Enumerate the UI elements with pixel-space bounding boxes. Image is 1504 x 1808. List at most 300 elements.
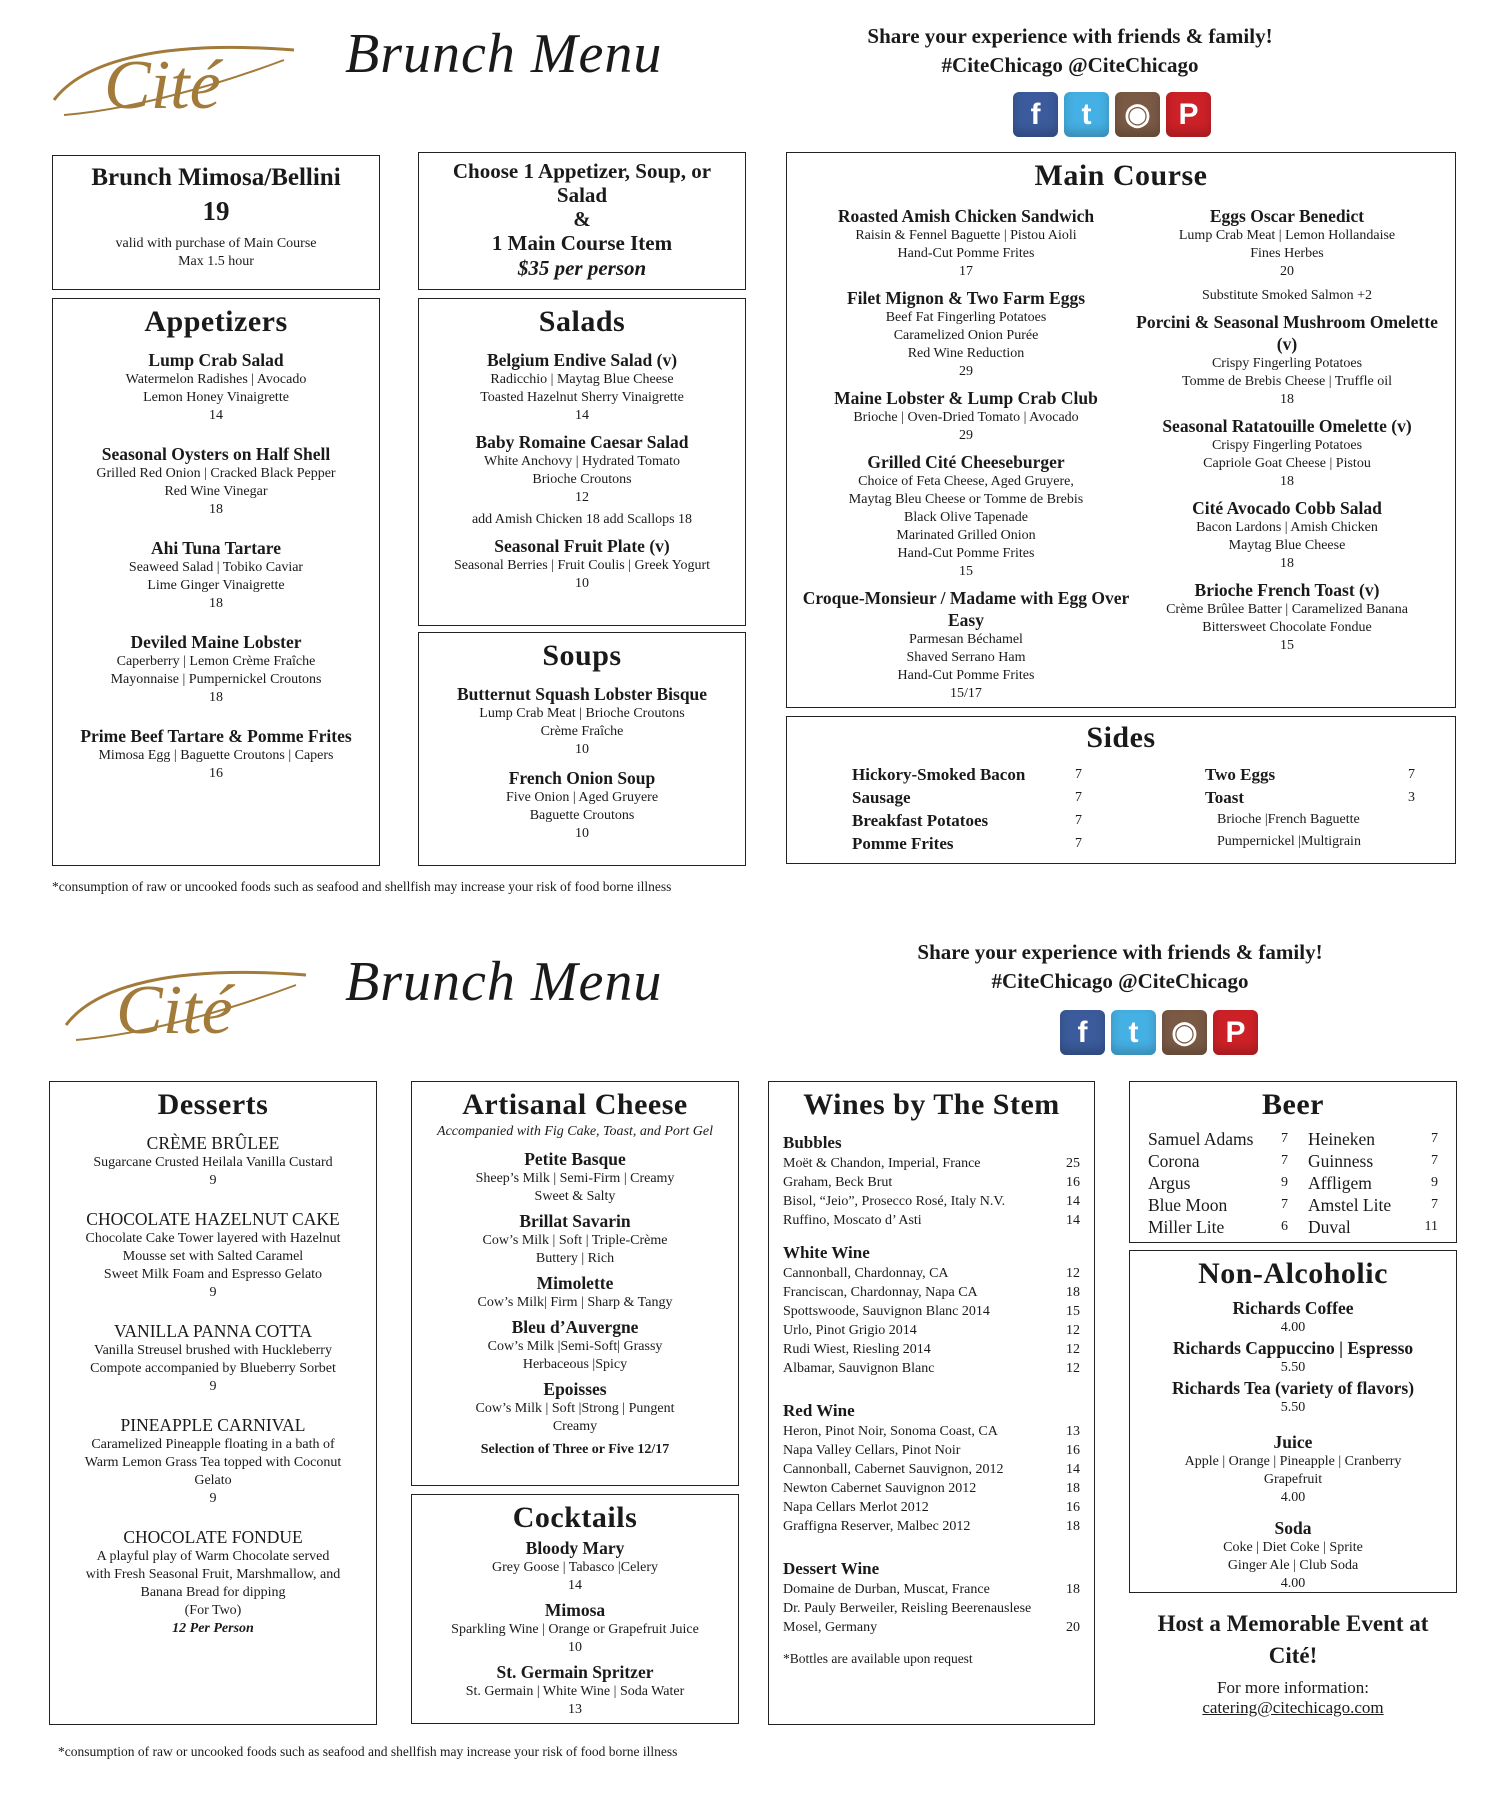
beer-item — [1148, 1128, 1288, 1150]
beer-name: Argus — [1148, 1173, 1191, 1193]
cheese-desc: Cow’s Milk | Soft |Strong | Pungent — [475, 1401, 675, 1416]
prix-price: $35 per person — [517, 256, 647, 280]
dessert-price: 9 — [209, 1491, 217, 1506]
beer-price: 7 — [1281, 1153, 1288, 1168]
beer-item — [1148, 1172, 1288, 1194]
share-hashtag-2: #CiteChicago @CiteChicago — [991, 969, 1249, 993]
beer-price: 11 — [1424, 1219, 1438, 1234]
cheese-selection: Selection of Three or Five 12/17 — [480, 1442, 670, 1457]
dessert-desc: A playful play of Warm Chocolate served — [96, 1549, 330, 1564]
beer-name: Amstel Lite — [1308, 1195, 1392, 1215]
cocktail-price: 14 — [568, 1578, 582, 1593]
menu-item-price: 16 — [209, 766, 223, 781]
facebook-icon[interactable]: f — [1060, 1010, 1105, 1055]
wine-row — [783, 1359, 1080, 1378]
wine-label: Cannonball, Cabernet Sauvignon, 2012 — [783, 1462, 1004, 1477]
wine-row — [783, 1154, 1080, 1173]
soups-section — [418, 632, 746, 866]
menu-item-desc: Crispy Fingerling Potatoes — [1211, 356, 1363, 371]
pinterest-icon[interactable]: P — [1213, 1010, 1258, 1055]
cheese-desc: Herbaceous |Spicy — [522, 1357, 628, 1372]
menu-item-desc: Baguette Croutons — [529, 808, 635, 823]
wine-row — [783, 1283, 1080, 1302]
side-price: 7 — [1075, 836, 1082, 851]
menu-item-price: 20 — [1280, 264, 1294, 279]
sides-title: Sides — [1086, 721, 1156, 754]
menu-item-price: 18 — [209, 690, 223, 705]
menu-item-desc: Shaved Serrano Ham — [906, 650, 1026, 665]
facebook-icon[interactable]: f — [1013, 92, 1058, 137]
cappuccino-price: 5.50 — [1280, 1360, 1306, 1375]
menu-item-name: Seasonal Oysters on Half Shell — [101, 444, 331, 464]
dessert-price: 9 — [209, 1285, 217, 1300]
beer-price: 7 — [1431, 1131, 1438, 1146]
menu-item-name: Deviled Maine Lobster — [130, 632, 302, 652]
dessert-desc: Banana Bread for dipping — [140, 1585, 286, 1600]
event-line2: Cité! — [1268, 1643, 1318, 1668]
menu-item-desc: Crème Fraîche — [540, 724, 624, 739]
twitter-icon[interactable]: t — [1111, 1010, 1156, 1055]
cheese-subtitle: Accompanied with Fig Cake, Toast, and Port Gel — [437, 1124, 713, 1139]
menu-item-desc: Parmesan Béchamel — [909, 632, 1023, 647]
menu-item-price: 17 — [959, 264, 973, 279]
wines-note: *Bottles are available upon request — [783, 1651, 973, 1666]
wine-row — [783, 1302, 1080, 1321]
menu-item-desc: Caramelized Onion Purée — [893, 328, 1039, 343]
dessert-price: 9 — [209, 1379, 217, 1394]
menu-item-desc: Caperberry | Lemon Crème Fraîche — [116, 654, 316, 669]
mimosa-price: 19 — [202, 196, 230, 226]
menu-item-name: Butternut Squash Lobster Bisque — [456, 684, 708, 704]
beer-name: Duval — [1308, 1217, 1351, 1237]
menu-item-price: 29 — [959, 364, 973, 379]
mimosa-title: Brunch Mimosa/Bellini — [91, 164, 341, 191]
wine-price: 20 — [1066, 1620, 1080, 1635]
juice-options-2: Grapefruit — [1263, 1472, 1323, 1487]
side-item — [852, 809, 1082, 832]
menu-item-name: Porcini & Seasonal Mushroom Omelette (v) — [1136, 312, 1438, 354]
beer-name: Miller Lite — [1148, 1217, 1225, 1237]
dessert-desc: Mousse set with Salted Caramel — [122, 1249, 304, 1264]
menu-item-desc: Lemon Honey Vinaigrette — [143, 390, 289, 405]
juice: Juice — [1273, 1432, 1313, 1452]
wine-price: 12 — [1066, 1342, 1080, 1357]
soda: Soda — [1274, 1518, 1312, 1538]
cocktail-price: 10 — [568, 1640, 582, 1655]
event-info: For more information: — [1216, 1678, 1370, 1697]
soda-options: Coke | Diet Coke | Sprite — [1223, 1540, 1363, 1555]
main-course-section — [786, 152, 1456, 708]
beer-name: Affligem — [1308, 1173, 1372, 1193]
wine-row — [783, 1599, 1080, 1618]
menu-item-desc: Mayonnaise | Pumpernickel Croutons — [110, 672, 322, 687]
cite-logo-2 — [56, 945, 316, 1055]
instagram-icon[interactable]: ◉ — [1162, 1010, 1207, 1055]
soda-price: 4.00 — [1280, 1576, 1306, 1591]
beer-price: 7 — [1281, 1131, 1288, 1146]
cheese-desc: Cow’s Milk| Firm | Sharp & Tangy — [477, 1295, 673, 1310]
side-item — [1205, 763, 1415, 786]
appetizers-section — [52, 298, 380, 866]
prix-amp: & — [573, 207, 591, 231]
wine-label: Graham, Beck Brut — [783, 1175, 893, 1190]
soups-title: Soups — [542, 639, 622, 672]
cheese-title: Artisanal Cheese — [462, 1088, 688, 1121]
wine-row — [783, 1441, 1080, 1460]
wine-row — [783, 1211, 1080, 1230]
wine-label: Urlo, Pinot Grigio 2014 — [783, 1323, 917, 1338]
menu-item-price: 14 — [209, 408, 223, 423]
wine-price: 12 — [1066, 1361, 1080, 1376]
menu-item-desc: Maytag Blue Cheese — [1228, 538, 1346, 553]
wines-title: Wines by The Stem — [803, 1088, 1060, 1121]
menu-item-desc: Crispy Fingerling Potatoes — [1211, 438, 1363, 453]
menu-item-price: 15/17 — [950, 686, 982, 701]
dessert-desc: Chocolate Cake Tower layered with Hazelnut — [85, 1231, 341, 1246]
side-item — [852, 832, 1082, 855]
social-icons — [1013, 92, 1211, 137]
menu-item-desc: Lump Crab Meat | Brioche Croutons — [479, 706, 685, 721]
beer-name: Heineken — [1308, 1129, 1376, 1149]
event-line1: Host a Memorable Event at — [1157, 1611, 1429, 1636]
beer-price: 7 — [1431, 1197, 1438, 1212]
cocktail-price: 13 — [568, 1702, 582, 1717]
menu-item-name: Lump Crab Salad — [148, 350, 284, 370]
logo-text: Cité — [104, 47, 221, 124]
menu-item-desc: Maytag Bleu Cheese or Tomme de Brebis — [848, 492, 1084, 507]
wine-label: Dr. Pauly Berweiler, Reisling Beerenauslese — [783, 1601, 1032, 1616]
menu-item-price: 29 — [959, 428, 973, 443]
share-banner — [855, 22, 1285, 80]
desserts-section — [49, 1081, 377, 1725]
soda-options-2: Ginger Ale | Club Soda — [1227, 1558, 1359, 1573]
disclaimer-bottom: *consumption of raw or uncooked foods such as seafood and shellfish may increase your risk of food borne illness — [58, 1744, 678, 1759]
wine-price: 14 — [1066, 1462, 1080, 1477]
wine-label: Cannonball, Chardonnay, CA — [783, 1266, 949, 1281]
side-name: Two Eggs — [1205, 765, 1276, 784]
menu-item-desc: Radicchio | Maytag Blue Cheese — [490, 372, 674, 387]
beer-title: Beer — [1262, 1088, 1324, 1121]
beer-item — [1148, 1194, 1288, 1216]
menu-item-desc: White Anchovy | Hydrated Tomato — [484, 454, 680, 469]
wine-label: Ruffino, Moscato d’ Asti — [783, 1213, 922, 1228]
wine-label: Newton Cabernet Sauvignon 2012 — [783, 1481, 977, 1496]
wine-row — [783, 1460, 1080, 1479]
cheese-desc: Creamy — [552, 1419, 598, 1434]
cheese-desc: Cow’s Milk | Soft | Triple-Crème — [482, 1233, 668, 1248]
menu-item-desc: Bittersweet Chocolate Fondue — [1202, 620, 1372, 635]
wine-row — [783, 1264, 1080, 1283]
beer-price: 7 — [1431, 1153, 1438, 1168]
menu-item-price: 12 — [575, 490, 589, 505]
appetizers-title: Appetizers — [144, 305, 288, 338]
wine-category: White Wine — [783, 1243, 870, 1262]
wine-price: 18 — [1066, 1519, 1080, 1534]
menu-item-desc: Lime Ginger Vinaigrette — [147, 578, 285, 593]
mimosa-note: valid with purchase of Main Course — [115, 236, 317, 251]
side-price: 7 — [1075, 813, 1082, 828]
non-alcoholic-section — [1129, 1250, 1457, 1593]
cocktail-name: St. Germain Spritzer — [496, 1662, 654, 1682]
menu-item-name: Grilled Cité Cheeseburger — [867, 452, 1065, 472]
prix-line1: Choose 1 Appetizer, Soup, or Salad — [452, 159, 712, 207]
wine-category: Bubbles — [783, 1133, 842, 1152]
event-email-link[interactable]: catering@citechicago.com — [1202, 1698, 1384, 1717]
menu-item-name: French Onion Soup — [508, 768, 656, 788]
menu-item-desc: Red Wine Reduction — [907, 346, 1025, 361]
wine-price: 12 — [1066, 1323, 1080, 1338]
juice-options: Apple | Orange | Pineapple | Cranberry — [1184, 1454, 1402, 1469]
menu-item-desc: Hand-Cut Pomme Frites — [897, 668, 1035, 683]
menu-item-desc: Choice of Feta Cheese, Aged Gruyere, — [858, 474, 1074, 489]
page-title: Brunch Menu — [345, 23, 663, 85]
menu-item-price: 14 — [575, 408, 589, 423]
share-line1: Share your experience with friends & family! — [867, 24, 1273, 48]
wine-price: 12 — [1066, 1266, 1080, 1281]
salads-section — [418, 298, 746, 626]
dessert-price: 9 — [209, 1173, 217, 1188]
menu-item-desc: Beef Fat Fingerling Potatoes — [885, 310, 1047, 325]
wine-label: Franciscan, Chardonnay, Napa CA — [783, 1285, 978, 1300]
menu-item-desc: Watermelon Radishes | Avocado — [125, 372, 307, 387]
disclaimer-top: *consumption of raw or uncooked foods such as seafood and shellfish may increase your risk of food borne illness — [52, 879, 672, 894]
dessert-desc: Gelato — [194, 1473, 232, 1488]
dessert-name: CHOCOLATE HAZELNUT CAKE — [86, 1209, 340, 1229]
wine-label: Albamar, Sauvignon Blanc — [783, 1361, 935, 1376]
dessert-name: CHOCOLATE FONDUE — [123, 1527, 303, 1547]
wine-row — [783, 1580, 1080, 1599]
instagram-icon[interactable]: ◉ — [1115, 92, 1160, 137]
wine-label: Napa Cellars Merlot 2012 — [783, 1500, 929, 1515]
menu-item-name: Roasted Amish Chicken Sandwich — [837, 206, 1095, 226]
beer-price: 6 — [1281, 1219, 1288, 1234]
cheese-name: Epoisses — [543, 1379, 607, 1399]
menu-item-price: 18 — [209, 502, 223, 517]
dessert-price: 12 Per Person — [172, 1621, 254, 1636]
cocktail-desc: Sparkling Wine | Orange or Grapefruit Juice — [451, 1622, 699, 1637]
side-price: 7 — [1075, 790, 1082, 805]
dessert-desc: Vanilla Streusel brushed with Huckleberry — [94, 1343, 332, 1358]
menu-item-name: Eggs Oscar Benedict — [1209, 206, 1365, 226]
menu-item-extra: Substitute Smoked Salmon +2 — [1201, 288, 1373, 303]
menu-item-desc: Brioche | Oven-Dried Tomato | Avocado — [853, 410, 1079, 425]
menu-item-name: Prime Beef Tartare & Pomme Frites — [80, 726, 352, 746]
coffee: Richards Coffee — [1232, 1298, 1354, 1318]
menu-item-price: 18 — [209, 596, 223, 611]
dessert-name: CRÈME BRÛLEE — [146, 1133, 280, 1153]
cheese-desc: Buttery | Rich — [535, 1251, 615, 1266]
wine-category: Dessert Wine — [783, 1559, 880, 1578]
dessert-desc: Caramelized Pineapple floating in a bath of — [91, 1437, 335, 1452]
event-promo — [1129, 1608, 1457, 1718]
side-name: Hickory-Smoked Bacon — [852, 765, 1026, 784]
desserts-title: Desserts — [157, 1088, 269, 1121]
cheese-name: Brillat Savarin — [519, 1211, 631, 1231]
salad-addon: add Amish Chicken 18 add Scallops 18 — [471, 512, 693, 527]
beer-item — [1308, 1216, 1438, 1238]
menu-item-name: Cité Avocado Cobb Salad — [1192, 498, 1382, 518]
wine-price: 25 — [1066, 1156, 1080, 1171]
juice-price: 4.00 — [1280, 1490, 1306, 1505]
wine-price: 18 — [1066, 1582, 1080, 1597]
wine-row — [783, 1618, 1080, 1637]
wine-price: 14 — [1066, 1194, 1080, 1209]
side-item — [1205, 786, 1415, 809]
cocktail-desc: St. Germain | White Wine | Soda Water — [465, 1684, 685, 1699]
dessert-name: VANILLA PANNA COTTA — [114, 1321, 312, 1341]
wine-price: 18 — [1066, 1481, 1080, 1496]
beer-item — [1308, 1128, 1438, 1150]
side-name: Toast — [1205, 788, 1245, 807]
menu-item-name: Belgium Endive Salad (v) — [486, 350, 678, 370]
menu-item-price: 18 — [1280, 474, 1294, 489]
beer-name: Corona — [1148, 1151, 1200, 1171]
beer-name: Guinness — [1308, 1151, 1374, 1171]
twitter-icon[interactable]: t — [1064, 92, 1109, 137]
menu-item-name: Seasonal Fruit Plate (v) — [494, 536, 670, 556]
nonalc-title: Non-Alcoholic — [1198, 1257, 1388, 1290]
dessert-name: PINEAPPLE CARNIVAL — [120, 1415, 306, 1435]
menu-item-name: Ahi Tuna Tartare — [150, 538, 281, 558]
beer-section — [1129, 1081, 1457, 1243]
mimosa-note2: Max 1.5 hour — [178, 254, 254, 269]
side-price: 3 — [1408, 790, 1415, 805]
dessert-desc: Sweet Milk Foam and Espresso Gelato — [103, 1267, 323, 1282]
wine-row — [783, 1479, 1080, 1498]
wine-price: 16 — [1066, 1443, 1080, 1458]
wine-label: Mosel, Germany — [783, 1620, 878, 1635]
wine-row — [783, 1340, 1080, 1359]
beer-item — [1148, 1216, 1288, 1238]
cheese-desc: Sweet & Salty — [534, 1189, 616, 1204]
wine-label: Rudi Wiest, Riesling 2014 — [783, 1342, 931, 1357]
menu-item-desc: Seasonal Berries | Fruit Coulis | Greek Yogurt — [453, 558, 711, 573]
menu-item-price: 18 — [1280, 392, 1294, 407]
wine-label: Moët & Chandon, Imperial, France — [783, 1156, 981, 1171]
wine-price: 13 — [1066, 1424, 1080, 1439]
wine-label: Bisol, “Jeio”, Prosecco Rosé, Italy N.V. — [783, 1194, 1006, 1209]
salads-title: Salads — [538, 305, 626, 338]
wine-price: 16 — [1066, 1500, 1080, 1515]
menu-item-desc: Hand-Cut Pomme Frites — [897, 246, 1035, 261]
menu-item-name: Baby Romaine Caesar Salad — [475, 432, 689, 452]
side-name: Sausage — [852, 788, 911, 807]
social-icons-2 — [1060, 1010, 1258, 1055]
beer-item — [1308, 1172, 1438, 1194]
menu-item-desc: Capriole Goat Cheese | Pistou — [1203, 456, 1371, 471]
menu-item-desc: Crème Brûlee Batter | Caramelized Banana — [1166, 602, 1408, 617]
main-course-title: Main Course — [1034, 159, 1208, 192]
pinterest-icon[interactable]: P — [1166, 92, 1211, 137]
menu-item-desc: Black Olive Tapenade — [904, 510, 1028, 525]
menu-item-desc: Marinated Grilled Onion — [896, 528, 1036, 543]
menu-item-name: Maine Lobster & Lump Crab Club — [834, 388, 1098, 408]
logo-text-2: Cité — [116, 972, 233, 1049]
wine-row — [783, 1173, 1080, 1192]
menu-item-desc: Five Onion | Aged Gruyere — [505, 790, 659, 805]
cite-logo — [44, 20, 304, 130]
menu-item-desc: Toasted Hazelnut Sherry Vinaigrette — [480, 390, 684, 405]
cheese-name: Petite Basque — [524, 1149, 626, 1169]
side-item — [852, 763, 1082, 786]
menu-item-desc: Red Wine Vinegar — [164, 484, 268, 499]
menu-item-desc: Seaweed Salad | Tobiko Caviar — [128, 560, 304, 575]
wine-row — [783, 1321, 1080, 1340]
menu-item-desc: Grilled Red Onion | Cracked Black Pepper — [96, 466, 336, 481]
menu-item-desc: Raisin & Fennel Baguette | Pistou Aioli — [855, 228, 1077, 243]
cappuccino: Richards Cappuccino | Espresso — [1172, 1338, 1414, 1358]
wine-price: 16 — [1066, 1175, 1080, 1190]
side-price: 7 — [1408, 767, 1415, 782]
menu-item-name: Seasonal Ratatouille Omelette (v) — [1162, 416, 1412, 436]
wine-label: Spottswoode, Sauvignon Blanc 2014 — [783, 1304, 990, 1319]
menu-item-price: 18 — [1280, 556, 1294, 571]
beer-item — [1308, 1150, 1438, 1172]
wines-section — [768, 1081, 1095, 1725]
tea: Richards Tea (variety of flavors) — [1171, 1378, 1415, 1398]
side-item — [852, 786, 1082, 809]
prix-line2: 1 Main Course Item — [491, 231, 673, 255]
menu-item-desc: Bacon Lardons | Amish Chicken — [1196, 520, 1378, 535]
wine-price: 15 — [1066, 1304, 1080, 1319]
wine-price: 14 — [1066, 1213, 1080, 1228]
menu-item-name: Croque-Monsieur / Madame with Egg Over Easy — [802, 588, 1130, 630]
cocktail-desc: Grey Goose | Tabasco |Celery — [491, 1560, 659, 1575]
menu-item-price: 10 — [575, 742, 589, 757]
side-name: Pomme Frites — [852, 834, 954, 853]
cheese-desc: Cow’s Milk |Semi-Soft| Grassy — [487, 1339, 663, 1354]
toast-options: Pumpernickel |Multigrain — [1217, 834, 1361, 849]
cocktail-name: Bloody Mary — [525, 1538, 625, 1558]
menu-item-desc: Tomme de Brebis Cheese | Truffle oil — [1182, 374, 1392, 389]
cheese-name: Mimolette — [536, 1273, 614, 1293]
dessert-desc: Compote accompanied by Blueberry Sorbet — [90, 1361, 336, 1376]
wine-row — [783, 1498, 1080, 1517]
menu-item-desc: Mimosa Egg | Baguette Croutons | Capers — [98, 748, 334, 763]
beer-item — [1148, 1150, 1288, 1172]
beer-price: 9 — [1431, 1175, 1438, 1190]
menu-item-name: Brioche French Toast (v) — [1194, 580, 1380, 600]
menu-item-name: Filet Mignon & Two Farm Eggs — [846, 288, 1086, 308]
wine-label: Heron, Pinot Noir, Sonoma Coast, CA — [783, 1424, 998, 1439]
page-title-2: Brunch Menu — [345, 951, 663, 1013]
coffee-price: 4.00 — [1280, 1320, 1306, 1335]
dessert-desc: (For Two) — [184, 1603, 242, 1618]
wine-row — [783, 1192, 1080, 1211]
menu-item-price: 15 — [1280, 638, 1294, 653]
wine-label: Napa Valley Cellars, Pinot Noir — [783, 1443, 961, 1458]
share-banner-2 — [905, 938, 1335, 996]
beer-price: 7 — [1281, 1197, 1288, 1212]
share-line1-2: Share your experience with friends & family! — [917, 940, 1323, 964]
wine-label: Domaine de Durban, Muscat, France — [783, 1582, 990, 1597]
menu-item-desc: Lump Crab Meat | Lemon Hollandaise — [1178, 228, 1396, 243]
side-name: Breakfast Potatoes — [852, 811, 989, 830]
prix-fixe-box — [418, 152, 746, 290]
share-hashtag: #CiteChicago @CiteChicago — [941, 53, 1199, 77]
sides-section — [786, 716, 1456, 864]
side-price: 7 — [1075, 767, 1082, 782]
cheese-desc: Sheep’s Milk | Semi-Firm | Creamy — [475, 1171, 675, 1186]
dessert-desc: with Fresh Seasonal Fruit, Marshmallow, and — [85, 1567, 341, 1582]
tea-price: 5.50 — [1280, 1400, 1306, 1415]
cocktails-title: Cocktails — [512, 1501, 638, 1534]
menu-item-price: 10 — [575, 576, 589, 591]
beer-price: 9 — [1281, 1175, 1288, 1190]
wine-category: Red Wine — [783, 1401, 855, 1420]
dessert-desc: Sugarcane Crusted Heilala Vanilla Custard — [93, 1155, 333, 1170]
menu-item-price: 10 — [575, 826, 589, 841]
